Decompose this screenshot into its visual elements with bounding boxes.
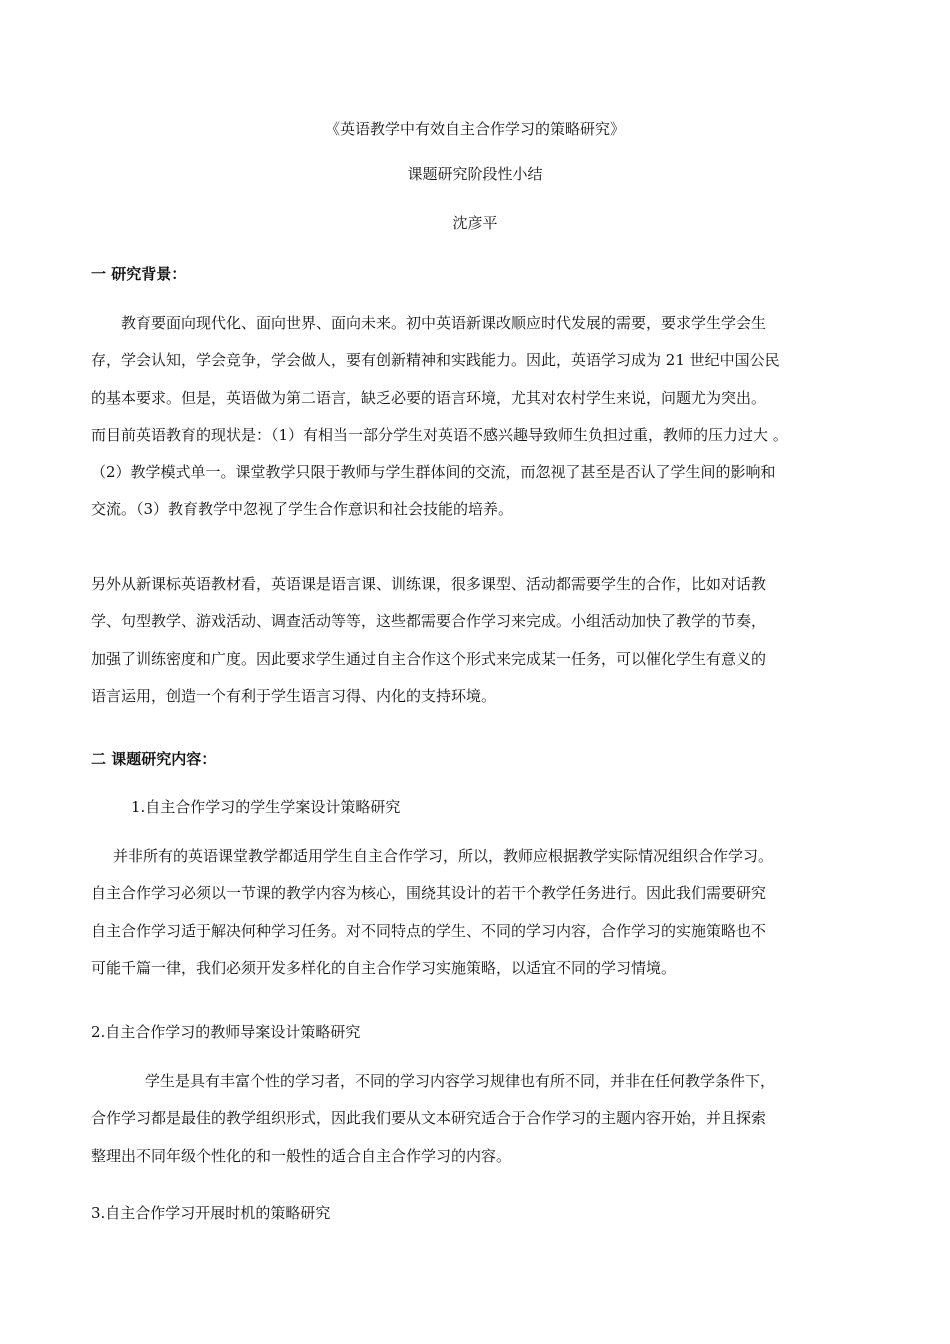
text-line: 而目前英语教育的现状是：（1）有相当一部分学生对英语不感兴趣导致师生负担过重，教师的压力过大 。 bbox=[91, 425, 788, 444]
paragraph-background-2 bbox=[91, 566, 866, 715]
text-line: 整理出不同年级个性化的和一般性的适合自主合作学习的内容。 bbox=[91, 1146, 512, 1165]
document-author: 沈彦平 bbox=[452, 214, 498, 232]
paragraph-item-1 bbox=[91, 838, 866, 987]
subsection-title-3: 3.自主合作学习开展时机的策略研究 bbox=[91, 1204, 331, 1222]
text-line: 学、句型教学、游戏活动、调查活动等等，这些都需要合作学习来完成。小组活动加快了教学的节奏， bbox=[91, 612, 767, 631]
text-line: 另外从新课标英语教材看，英语课是语言课、训练课，很多课型、活动都需要学生的合作，比如对话教 bbox=[91, 575, 767, 593]
text-line: 存，学会认知，学会竞争，学会做人，要有创新精神和实践能力。因此，英语学习成为 21 世纪中国公民 bbox=[91, 351, 780, 370]
text-line: 交流。（3）教育教学中忽视了学生合作意识和社会技能的培养。 bbox=[91, 500, 514, 519]
text-line: 合作学习都是最佳的教学组织形式，因此我们要从文本研究适合于合作学习的主题内容开始，并且探索 bbox=[91, 1109, 767, 1128]
subsection-title-2: 2.自主合作学习的教师导案设计策略研究 bbox=[91, 1023, 361, 1041]
section-heading-content: 二 课题研究内容： bbox=[91, 750, 217, 768]
section-heading-background: 一 研究背景： bbox=[91, 265, 187, 283]
paragraph-item-2 bbox=[91, 1063, 866, 1175]
text-line: 语言运用，创造一个有利于学生语言习得、内化的支持环境。 bbox=[91, 686, 497, 705]
paragraph-background-1 bbox=[91, 305, 866, 529]
text-line: 教育要面向现代化、面向世界、面向未来。初中英语新课改顺应时代发展的需要，要求学生学会生 bbox=[121, 314, 767, 332]
document-subtitle: 课题研究阶段性小结 bbox=[407, 165, 543, 183]
text-line: 可能千篇一律，我们必须开发多样化的自主合作学习实施策略，以适宜不同的学习情境。 bbox=[91, 958, 677, 977]
text-line: 的基本要求。但是，英语做为第二语言，缺乏必要的语言环境，尤其对农村学生来说，问题尤为突出。 bbox=[91, 388, 767, 407]
subsection-title-1: 1.自主合作学习的学生学案设计策略研究 bbox=[131, 798, 401, 816]
document-title: 《英语教学中有效自主合作学习的策略研究》 bbox=[324, 120, 625, 138]
text-line: 自主合作学习必须以一节课的教学内容为核心，围绕其设计的若干个教学任务进行。因此我们需要研究 bbox=[91, 884, 767, 903]
text-line: （2）教学模式单一。课堂教学只限于教师与学生群体间的交流，而忽视了甚至是否认了学生间的影响和 bbox=[91, 463, 776, 482]
text-line: 自主合作学习适于解决何种学习任务。对不同特点的学生、不同的学习内容，合作学习的实施策略也不 bbox=[91, 921, 767, 940]
text-line: 加强了训练密度和广度。因此要求学生通过自主合作这个形式来完成某一任务，可以催化学生有意义的 bbox=[91, 649, 767, 668]
text-line: 并非所有的英语课堂教学都适用学生自主合作学习，所以，教师应根据教学实际情况组织合作学习。 bbox=[113, 847, 774, 865]
text-line: 学生是具有丰富个性的学习者，不同的学习内容学习规律也有所不同，并非在任何教学条件下， bbox=[145, 1072, 776, 1090]
